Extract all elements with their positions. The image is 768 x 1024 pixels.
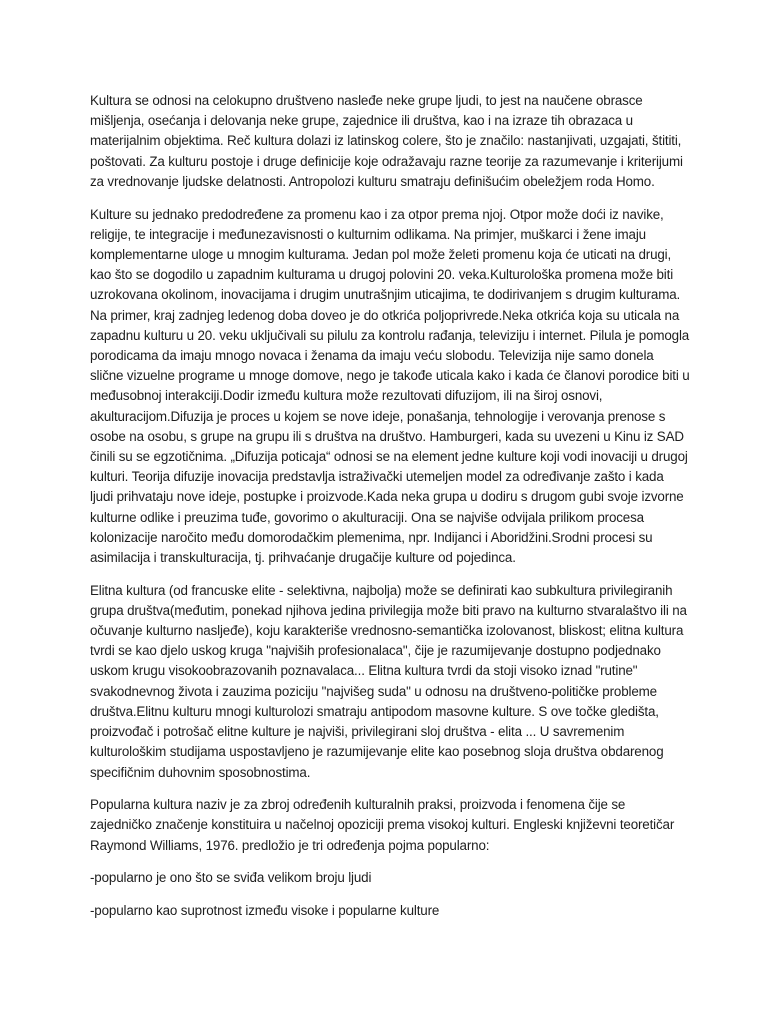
paragraph-cultural-change: Kulture su jednako predodređene za promenu kao i za otpor prema njoj. Otpor može doći iz navike, religije, te integracije i međunezavisnosti o kulturnim odlikama. Na primjer, muškarci i žene imaju komplementarne uloge u mnogim kulturama. Jedan pol može želeti promenu koja će uticati na drugi, kao što se dogodilo u zapadnim kulturama u drugoj polovini 20. veka.Kulturološka promena može biti uzrokovana okolinom, inovacijama i drugim unutrašnjim uticajima, te dodirivanjem s drugim kulturama. Na primer, kraj zadnjeg ledenog doba doveo je do otkrića poljoprivrede.Neka otkrića koja su uticala na zapadnu kulturu u 20. veku uključivali su pilulu za kontrolu rađanja, televiziju i internet. Pilula je pomogla porodicama da imaju mnogo novaca i ženama da imaju veću slobodu. Televizija nije samo donela slične vizuelne programe u mnoge domove, nego je takođe uticala kako i kada će članovi porodice biti u međusobnoj interakciji.Dodir između kultura može rezultovati difuzijom, ili na široj osnovi, akulturacijom.Difuzija je proces u kojem se nove ideje, ponašanja, tehnologije i verovanja prenose s osobe na osobu, s grupe na grupu ili s društva na društvo. Hamburgeri, kada su uvezeni u Kinu iz SAD činili su se egzotičnima. „Difuzija poticaja“ odnosi se na element jedne kulture koji vodi inovaciji u drugoj kulturi. Teorija difuzije inovacija predstavlja istraživački utemeljen model za određivanje zašto i kada ljudi prihvataju nove ideje, postupke i proizvode.Kada neka grupa u dodiru s drugom gubi svoje izvorne kulturne odlike i preuzima tuđe, govorimo o akulturaciji. Ona se najviše odvijala prilikom procesa kolonizacije naročito među domorodačkim plemenima, npr. Indijanci i Aboridžini.Srodni procesi su asimilacija i transkulturacija, tj. prihvaćanje drugačije kulture od pojedinca. <box>90 206 690 565</box>
paragraph-popular-culture: Popularna kultura naziv je za zbroj određenih kulturalnih praksi, proizvoda i fenomena čije se zajedničko značenje konstituira u načelnoj opoziciji prema visokoj kulturi. Engleski književni teoretičar Raymond Williams, 1976. predložio je tri određenja pojma popularno: <box>90 797 675 853</box>
list-item-popular-definition-1: -popularno je ono što se sviđa velikom broju ljudi <box>90 870 372 886</box>
paragraph-elite-culture: Elitna kultura (od francuske elite - selektivna, najbolja) može se definirati kao subkultura privilegiranih grupa društva(međutim, ponekad njihova jedina privilegija može biti pravo na kulturno stvaralaštvo ili na očuvanje kulturno nasljeđe), koju karakteriše vrednosno-semantička izolovanost, bliskost; elitna kultura tvrdi se kao djelo uskog kruga "najviših profesionalaca", čije je razumijevanje dostupno podjednako uskom krugu visokoobrazovanih poznavalaca... Elitna kultura tvrdi da stoji visoko iznad "rutine" svakodnevnog života i zauzima poziciju "najvišeg suda" u odnosu na društveno-političke probleme društva.Elitnu kulturu mnogi kulturolozi smatraju antipodom masovne kulture. S ove točke gledišta, proizvođač i potrošač elitne kulture je najviši, privilegirani sloj društva - elita ... U savremenim kulturološkim studijama uspostavljeno je razumijevanje elite kao posebnog sloja društva obdarenog specifičnim duhovnim sposobnostima. <box>90 582 687 780</box>
document-body <box>90 91 690 934</box>
paragraph-culture-definition: Kultura se odnosi na celokupno društveno nasleđe neke grupe ljudi, to jest na naučene obrasce mišljenja, osećanja i delovanja neke grupe, zajednice ili društva, kao i na izraze tih obrazaca u materijalnim objektima. Reč kultura dolazi iz latinskog colere, što je značilo: nastanjivati, uzgajati, štititi, poštovati. Za kulturu postoje i druge definicije koje odražavaju razne teorije za razumevanje i kriterijumi za vrednovanje ljudske delatnosti. Antropolozi kulturu smatraju definišućim obeležjem roda Homo. <box>90 93 683 189</box>
list-item-popular-definition-2: -popularno kao suprotnost između visoke i popularne kulture <box>90 903 440 919</box>
